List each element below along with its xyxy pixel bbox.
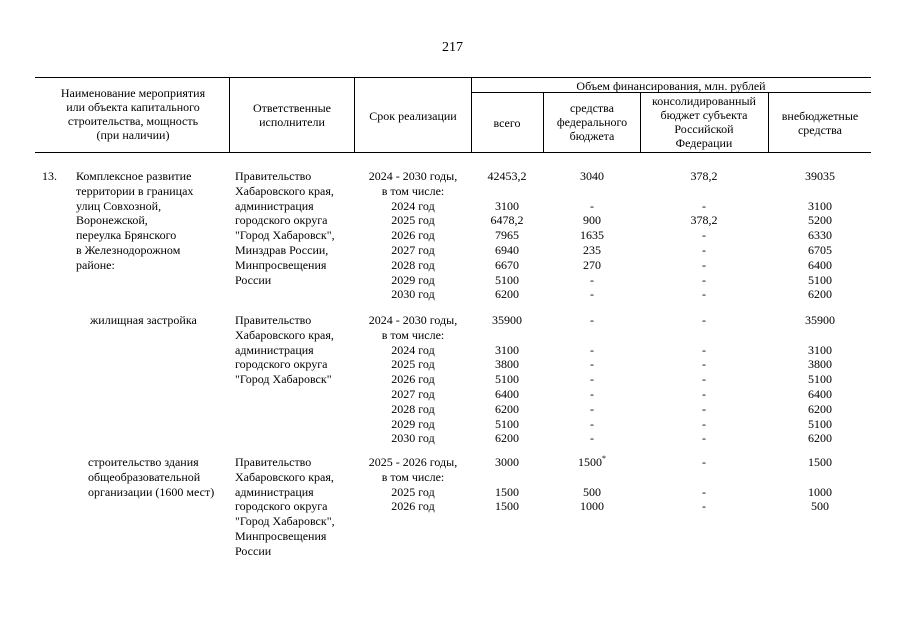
cell-num: 13. (42, 169, 57, 183)
cell-regional: 378,2 (690, 169, 718, 183)
cell-regional: - (702, 416, 706, 431)
header-extra: внебюджетные средства (781, 109, 859, 137)
footnote-mark: * (602, 454, 606, 463)
cell-regional: - (702, 484, 706, 499)
cell-total: 3100 (495, 342, 519, 357)
cell-total: 6200 (495, 431, 519, 446)
cell-total: 3800 (495, 357, 519, 372)
cell-responsible: Правительство (235, 169, 312, 183)
cell-total: 5100 (495, 272, 519, 287)
cell-period: 2025 год (391, 357, 435, 372)
cell-name: районе: (76, 257, 115, 272)
cell-total: 5100 (495, 372, 519, 387)
cell-regional: - (702, 243, 706, 257)
cell-name: строительство здания (88, 455, 199, 469)
cell-extra: 6200 (808, 431, 832, 446)
cell-period: 2025 год (391, 213, 435, 228)
cell-federal: - (590, 198, 594, 213)
cell-responsible: "Город Хабаровск", (235, 228, 335, 243)
cell-period: 2026 год (391, 228, 435, 243)
cell-regional: - (702, 198, 706, 213)
header-responsible: Ответственные исполнители (253, 101, 331, 129)
cell-responsible: администрация (235, 198, 314, 213)
cell-regional: - (702, 431, 706, 446)
cell-regional: - (702, 357, 706, 372)
cell-federal: 900 (583, 213, 601, 228)
cell-federal: - (590, 416, 594, 431)
cell-responsible: Минздрав России, (235, 243, 329, 257)
table-top-rule (35, 77, 871, 78)
cell-total: 1500 (495, 484, 519, 499)
cell-federal: - (590, 431, 594, 446)
cell-regional: - (702, 228, 706, 243)
cell-regional: - (702, 287, 706, 302)
cell-responsible: Хабаровского края, (235, 469, 334, 484)
cell-total: 6670 (495, 257, 519, 272)
cell-extra: 6200 (808, 401, 832, 416)
cell-total: 5100 (495, 416, 519, 431)
cell-extra: 6200 (808, 287, 832, 302)
cell-total: 3000 (495, 455, 519, 469)
cell-period: 2024 год (391, 342, 435, 357)
cell-extra: 5100 (808, 416, 832, 431)
cell-federal: - (590, 342, 594, 357)
cell-total: 6940 (495, 243, 519, 257)
cell-federal: - (590, 272, 594, 287)
cell-period: 2029 год (391, 272, 435, 287)
cell-responsible: Минпросвещения (235, 257, 327, 272)
cell-period: 2026 год (391, 499, 435, 514)
cell-total: 42453,2 (487, 169, 527, 183)
cell-total: 6200 (495, 401, 519, 416)
col-divider-3 (471, 77, 472, 152)
header-total: всего (493, 116, 521, 130)
cell-extra: 6400 (808, 387, 832, 401)
cell-period: 2030 год (391, 287, 435, 302)
cell-responsible: России (235, 543, 272, 558)
cell-period: в том числе: (381, 183, 445, 198)
cell-period: 2025 - 2026 годы, (368, 455, 458, 469)
cell-federal: - (590, 313, 594, 327)
cell-regional: - (702, 455, 706, 469)
cell-period: 2027 год (391, 387, 435, 401)
cell-regional: - (702, 272, 706, 287)
header-bottom-rule (35, 152, 871, 153)
cell-total: 1500 (495, 499, 519, 514)
cell-federal: - (590, 401, 594, 416)
cell-extra: 500 (811, 499, 829, 514)
cell-federal: 235 (583, 243, 601, 257)
cell-federal: - (590, 372, 594, 387)
cell-regional: - (702, 387, 706, 401)
header-name: Наименование мероприятия или объекта капитального строительства, мощность (при наличии) (60, 86, 206, 142)
col-divider-2 (354, 77, 355, 152)
cell-extra: 1000 (808, 484, 832, 499)
col-divider-1 (229, 77, 230, 152)
page-number: 217 (442, 40, 463, 55)
cell-responsible: городского округа (235, 499, 328, 514)
cell-total: 6478,2 (490, 213, 524, 228)
cell-extra: 3100 (808, 342, 832, 357)
cell-responsible: "Город Хабаровск", (235, 514, 335, 529)
cell-extra: 35900 (805, 313, 835, 327)
cell-federal: 1000 (580, 499, 604, 514)
cell-period: 2027 год (391, 243, 435, 257)
cell-total: 6400 (495, 387, 519, 401)
cell-responsible: "Город Хабаровск" (235, 372, 332, 387)
cell-name: Комплексное развитие (76, 169, 192, 183)
cell-period: 2026 год (391, 372, 435, 387)
cell-responsible: Правительство (235, 455, 312, 469)
cell-federal: 3040 (580, 169, 604, 183)
cell-responsible: администрация (235, 484, 314, 499)
cell-name: улиц Совхозной, (76, 198, 162, 213)
cell-responsible: Правительство (235, 313, 312, 327)
cell-federal: - (590, 357, 594, 372)
cell-regional: - (702, 313, 706, 327)
cell-total: 7965 (495, 228, 519, 243)
cell-name: общеобразовательной (88, 469, 201, 484)
cell-total: 35900 (492, 313, 522, 327)
cell-federal: 1635 (580, 228, 604, 243)
cell-responsible: городского округа (235, 213, 328, 228)
cell-federal: 1500* (578, 454, 606, 469)
cell-extra: 6705 (808, 243, 832, 257)
cell-responsible: Минпросвещения (235, 529, 327, 543)
cell-responsible: городского округа (235, 357, 328, 372)
cell-name: в Железнодорожном (76, 243, 181, 257)
cell-total: 3100 (495, 198, 519, 213)
cell-name: организации (1600 мест) (88, 484, 215, 499)
cell-extra: 1500 (808, 455, 832, 469)
cell-regional: - (702, 499, 706, 514)
cell-period: в том числе: (381, 469, 445, 484)
header-regional: консолидированный бюджет субъекта Российской Федерации (652, 94, 756, 150)
cell-period: 2025 год (391, 484, 435, 499)
cell-extra: 39035 (805, 169, 835, 183)
cell-federal: - (590, 287, 594, 302)
cell-period: 2024 год (391, 198, 435, 213)
cell-period: 2024 - 2030 годы, (368, 169, 458, 183)
cell-regional: - (702, 372, 706, 387)
cell-federal: 500 (583, 484, 601, 499)
cell-federal: - (590, 387, 594, 401)
header-financing: Объем финансирования, млн. рублей (576, 79, 766, 93)
cell-period: 2024 - 2030 годы, (368, 313, 458, 327)
cell-period: 2028 год (391, 257, 435, 272)
cell-total: 6200 (495, 287, 519, 302)
cell-regional: - (702, 401, 706, 416)
cell-extra: 3100 (808, 198, 832, 213)
cell-regional: - (702, 342, 706, 357)
cell-extra: 3800 (808, 357, 832, 372)
cell-responsible: Хабаровского края, (235, 183, 334, 198)
cell-federal: 270 (583, 257, 601, 272)
cell-responsible: администрация (235, 342, 314, 357)
cell-extra: 6400 (808, 257, 832, 272)
cell-name: Воронежской, (76, 213, 148, 228)
cell-extra: 5100 (808, 272, 832, 287)
cell-regional: 378,2 (690, 213, 718, 228)
cell-responsible: Хабаровского края, (235, 327, 334, 342)
cell-responsible: России (235, 272, 272, 287)
cell-extra: 6330 (808, 228, 832, 243)
cell-period: 2028 год (391, 401, 435, 416)
cell-period: в том числе: (381, 327, 445, 342)
cell-regional: - (702, 257, 706, 272)
cell-period: 2029 год (391, 416, 435, 431)
cell-name: переулка Брянского (76, 228, 177, 243)
cell-name: территории в границах (76, 183, 194, 198)
cell-extra: 5100 (808, 372, 832, 387)
cell-name: жилищная застройка (90, 313, 197, 327)
header-federal: средства федерального бюджета (556, 101, 628, 143)
header-period: Срок реализации (369, 109, 457, 123)
cell-extra: 5200 (808, 213, 832, 228)
cell-period: 2030 год (391, 431, 435, 446)
